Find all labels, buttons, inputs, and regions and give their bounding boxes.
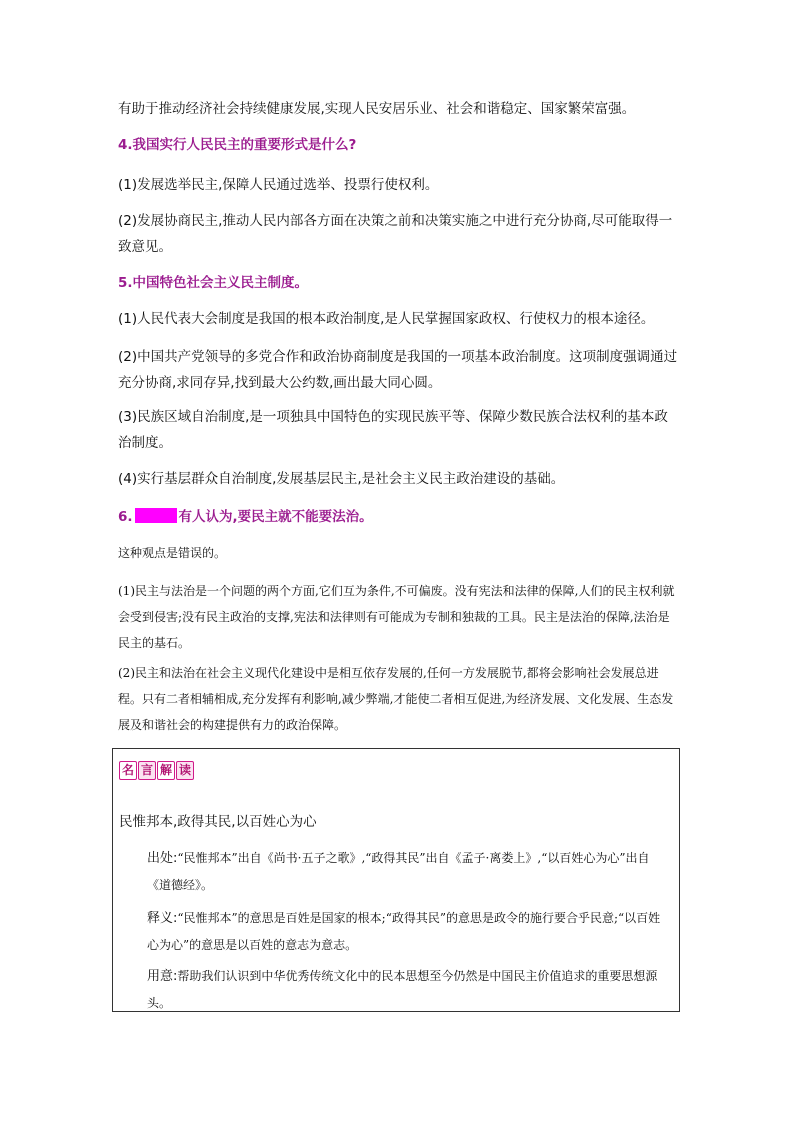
meaning-text: “民惟邦本”的意思是百姓是国家的根本;“政得其民”的意思是政令的施行要合乎民意;“以百姓心为心”的意思是以百姓的意志为意志。	[147, 911, 661, 952]
q5-item-4: (4)实行基层群众自治制度,发展基层民主,是社会主义民主政治建设的基础。	[118, 471, 565, 487]
badge-char-4: 读	[176, 761, 194, 780]
q6-item-1: (1)民主与法治是一个问题的两个方面,它们互为条件,不可偏废。没有宪法和法律的保障,人们的民主权利就会受到侵害;没有民主政治的支撑,宪法和法律则有可能成为专制和独裁的工具。民主是法治的保障,法治是民主的基石。	[118, 584, 675, 650]
quote-box	[112, 748, 680, 1012]
quote-badge	[119, 761, 194, 780]
meaning-label: 释义:	[147, 911, 178, 926]
q4-heading: 4.我国实行人民民主的重要形式是什么?	[118, 137, 357, 153]
source-label: 出处:	[147, 851, 178, 866]
highlight-mark	[135, 508, 177, 523]
quote-title: 民惟邦本,政得其民,以百姓心为心	[119, 814, 317, 830]
q5-item-1: (1)人民代表大会制度是我国的根本政治制度,是人民掌握国家政权、行使权力的根本途径。	[118, 311, 655, 327]
q4-item-1: (1)发展选举民主,保障人民通过选举、投票行使权利。	[118, 177, 439, 193]
quote-meaning	[119, 905, 671, 958]
q5-heading: 5.中国特色社会主义民主制度。	[118, 275, 309, 291]
badge-char-3: 解	[157, 761, 175, 780]
badge-char-1: 名	[119, 761, 137, 780]
q5-item-2: (2)中国共产党领导的多党合作和政治协商制度是我国的一项基本政治制度。这项制度强调通过充分协商,求同存异,找到最大公约数,画出最大同心圆。	[118, 349, 678, 391]
quote-purpose	[119, 963, 671, 1016]
purpose-label: 用意:	[147, 969, 178, 984]
q6-item-2: (2)民主和法治在社会主义现代化建设中是相互依存发展的,任何一方发展脱节,都将会影响社会发展总进程。只有二者相辅相成,充分发挥有利影响,减少弊端,才能使二者相互促进,为经济发展、文化发展、生态发展及和谐社会的构建提供有力的政治保障。	[118, 666, 674, 732]
q6-number: 6.	[118, 509, 133, 525]
badge-char-2: 言	[138, 761, 156, 780]
q6-heading-text: 有人认为,要民主就不能要法治。	[178, 509, 373, 525]
q5-item-3: (3)民族区域自治制度,是一项独具中国特色的实现民族平等、保障少数民族合法权利的基本政治制度。	[118, 409, 668, 451]
quote-source	[119, 845, 671, 898]
purpose-text: 帮助我们认识到中华优秀传统文化中的民本思想至今仍然是中国民主价值追求的重要思想源头。	[147, 969, 658, 1010]
q6-verdict: 这种观点是错误的。	[118, 546, 227, 560]
source-text: “民惟邦本”出自《尚书·五子之歌》,“政得其民”出自《孟子·离娄上》,“以百姓心为心”出自《道德经》。	[147, 851, 650, 892]
q4-item-2: (2)发展协商民主,推动人民内部各方面在决策之前和决策实施之中进行充分协商,尽可能取得一致意见。	[118, 213, 673, 255]
intro-paragraph: 有助于推动经济社会持续健康发展,实现人民安居乐业、社会和谐稳定、国家繁荣富强。	[118, 101, 636, 117]
q6-heading	[118, 504, 678, 530]
